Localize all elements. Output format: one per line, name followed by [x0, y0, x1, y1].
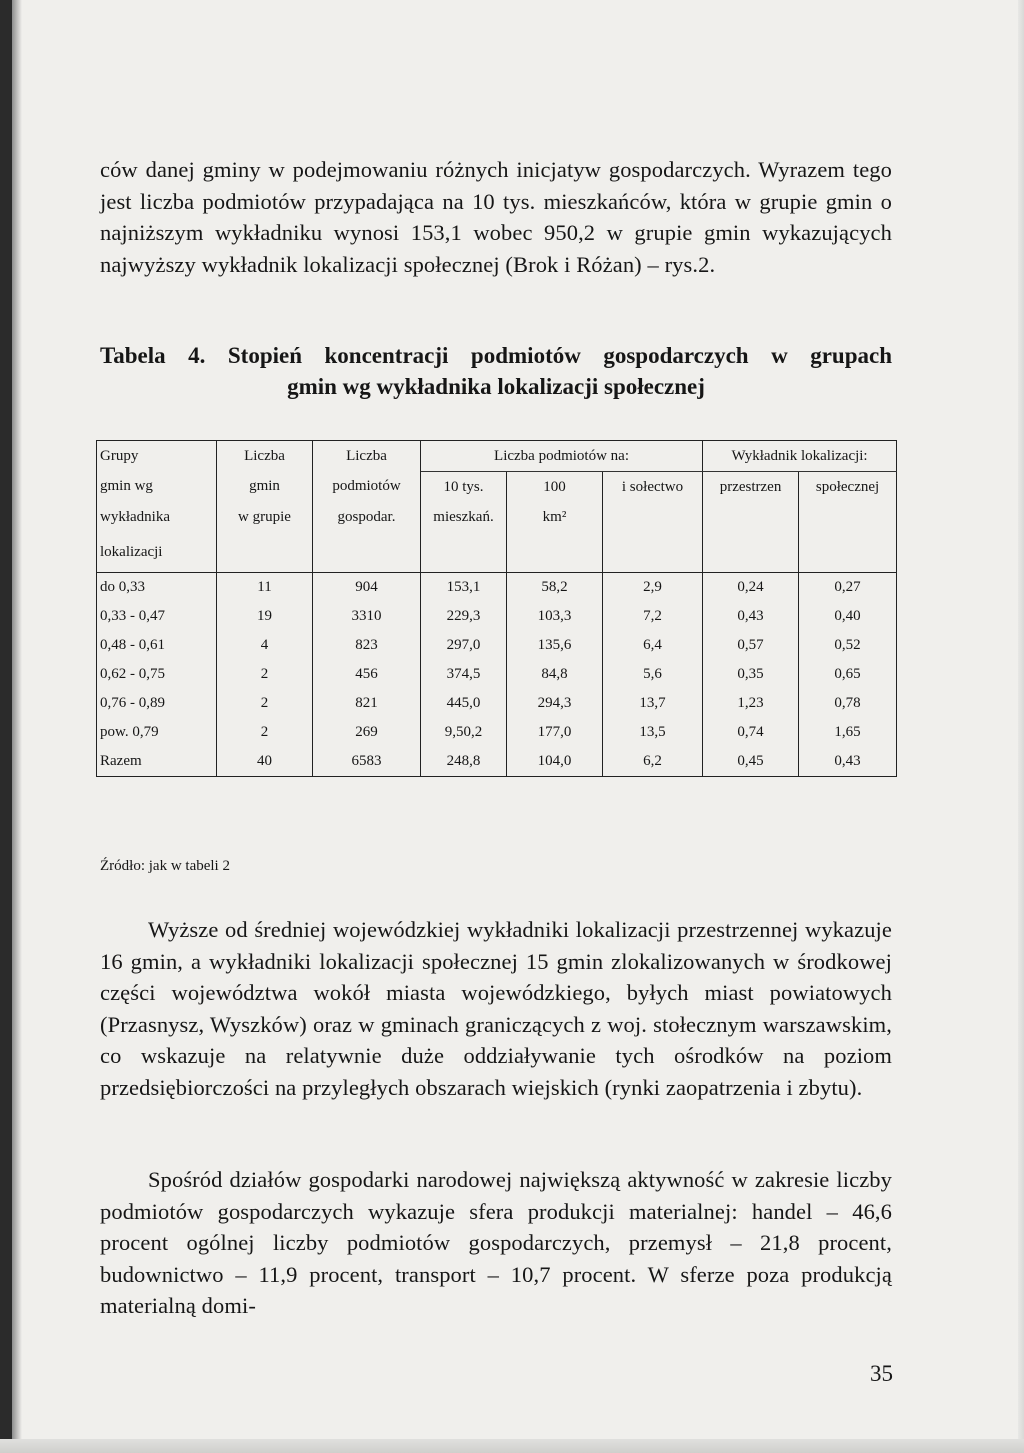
table-cell: 2	[217, 689, 313, 718]
row-label-cell: pow. 0,79	[97, 718, 217, 747]
paragraph-sectors: Spośród działów gospodarki narodowej największą aktywność w zakresie liczby podmiotów gospodarczych wykazuje sfera produkcji materialnej: handel – 46,6 procent ogólnej liczby podmiotów gospodarczych, przemysł – 21,8 procent, budownictwo – 11,9 procent, transport – 10,7 procent. W sferze poza produkcją materialną domi-	[100, 1167, 892, 1319]
table-cell: 456	[313, 660, 421, 689]
table-body	[97, 573, 897, 777]
table-cell: 0,43	[799, 747, 897, 777]
table-cell: 0,52	[799, 631, 897, 660]
table-cell: 0,35	[703, 660, 799, 689]
header-cell: Liczba	[217, 441, 313, 472]
header-cell	[507, 532, 603, 573]
data-table	[96, 440, 897, 777]
table-header-row-2	[97, 472, 897, 503]
table-title-line-1: Tabela 4. Stopień koncentracji podmiotów gospodarczych w grupach	[100, 343, 892, 368]
table-cell: 0,74	[703, 718, 799, 747]
header-cell: podmiotów	[313, 472, 421, 503]
header-cell	[703, 502, 799, 532]
header-cell: w grupie	[217, 502, 313, 532]
header-group-index: Wykładnik lokalizacji:	[703, 441, 897, 472]
header-cell	[313, 532, 421, 573]
table-cell: 229,3	[421, 602, 507, 631]
table-cell: 13,5	[603, 718, 703, 747]
table-cell: 6,4	[603, 631, 703, 660]
table-cell: 0,65	[799, 660, 897, 689]
table-cell: 4	[217, 631, 313, 660]
header-cell	[703, 532, 799, 573]
header-cell: gmin	[217, 472, 313, 503]
table-cell: 1,65	[799, 718, 897, 747]
row-label-cell: 0,76 - 0,89	[97, 689, 217, 718]
table-cell: 104,0	[507, 747, 603, 777]
header-cell: Grupy	[97, 441, 217, 472]
row-label-cell: Razem	[97, 747, 217, 777]
table-cell: 0,45	[703, 747, 799, 777]
header-cell: wykładnika	[97, 502, 217, 532]
table-cell: 1,23	[703, 689, 799, 718]
table-row	[97, 689, 897, 718]
table-cell: 7,2	[603, 602, 703, 631]
header-cell: lokalizacji	[97, 532, 217, 573]
table-cell: 103,3	[507, 602, 603, 631]
page-number: 35	[870, 1361, 893, 1386]
header-cell	[421, 532, 507, 573]
table-cell: 177,0	[507, 718, 603, 747]
table-cell: 5,6	[603, 660, 703, 689]
table-cell: 6583	[313, 747, 421, 777]
table-title-line-2: gmin wg wykładnika lokalizacji społecznej	[287, 374, 705, 399]
table-cell: 0,40	[799, 602, 897, 631]
header-cell: 10 tys.	[421, 472, 507, 503]
header-cell: i sołectwo	[603, 472, 703, 503]
table-row	[97, 747, 897, 777]
header-cell	[217, 532, 313, 573]
table-cell: 135,6	[507, 631, 603, 660]
table-cell: 2	[217, 718, 313, 747]
table-cell: 3310	[313, 602, 421, 631]
table-cell: 40	[217, 747, 313, 777]
table-cell: 823	[313, 631, 421, 660]
table-cell: 0,27	[799, 573, 897, 603]
row-label-cell: do 0,33	[97, 573, 217, 603]
table-cell: 2,9	[603, 573, 703, 603]
table-cell: 84,8	[507, 660, 603, 689]
table-cell: 248,8	[421, 747, 507, 777]
table-cell: 269	[313, 718, 421, 747]
table-cell: 19	[217, 602, 313, 631]
table-cell: 821	[313, 689, 421, 718]
table-cell: 58,2	[507, 573, 603, 603]
header-cell: społecznej	[799, 472, 897, 503]
table-row	[97, 602, 897, 631]
row-label-cell: 0,48 - 0,61	[97, 631, 217, 660]
header-cell: 100	[507, 472, 603, 503]
paragraph-regional: Wyższe od średniej wojewódzkiej wykładniki lokalizacji przestrzennej wykazuje 16 gmin, a wykładniki lokalizacji społecznej 15 gmin zlokalizowanych w środkowej części województwa wokół miasta wojewódzkiego, byłych miast powiatowych (Przasnysz, Wyszków) oraz w gminach graniczących z woj. stołecznym warszawskim, co wskazuje na relatywnie duże oddziaływanie tych ośrodków na poziom przedsiębiorczości na przyległych obszarach wiejskich (rynki zaopatrzenia i zbytu).	[100, 917, 892, 1100]
header-cell	[799, 532, 897, 573]
header-cell: przestrzen	[703, 472, 799, 503]
header-cell: Liczba	[313, 441, 421, 472]
table-cell: 0,43	[703, 602, 799, 631]
header-cell	[799, 502, 897, 532]
table-cell: 11	[217, 573, 313, 603]
table-cell: 9,50,2	[421, 718, 507, 747]
source-note: Źródło: jak w tabeli 2	[100, 858, 230, 874]
table-cell: 13,7	[603, 689, 703, 718]
row-label-cell: 0,33 - 0,47	[97, 602, 217, 631]
header-cell: mieszkań.	[421, 502, 507, 532]
header-group-subjects: Liczba podmiotów na:	[421, 441, 703, 472]
page-right-edge	[1018, 0, 1024, 1453]
page-bottom-edge	[0, 1439, 1024, 1453]
table-cell: 2	[217, 660, 313, 689]
table-cell: 0,24	[703, 573, 799, 603]
book-spine-shadow	[0, 0, 12, 1453]
table-row	[97, 718, 897, 747]
header-cell: km²	[507, 502, 603, 532]
header-cell: gospodar.	[313, 502, 421, 532]
table-cell: 374,5	[421, 660, 507, 689]
header-cell	[603, 502, 703, 532]
table-cell: 294,3	[507, 689, 603, 718]
table-cell: 445,0	[421, 689, 507, 718]
header-cell: gmin wg	[97, 472, 217, 503]
table-cell: 297,0	[421, 631, 507, 660]
table-title	[100, 340, 892, 402]
table-row	[97, 660, 897, 689]
table-cell: 904	[313, 573, 421, 603]
row-label-cell: 0,62 - 0,75	[97, 660, 217, 689]
paragraph-intro: ców danej gminy w podejmowaniu różnych inicjatyw gospodarczych. Wyrazem tego jest liczba podmiotów przypadająca na 10 tys. mieszkańców, która w grupie gmin o najniższym wykładniku wynosi 153,1 wobec 950,2 w grupie gmin wykazujących najwyższy wykładnik lokalizacji społecznej (Brok i Różan) – rys.2.	[100, 157, 892, 277]
table-header-row-1	[97, 441, 897, 472]
table-header-row-3	[97, 502, 897, 532]
table-row	[97, 631, 897, 660]
header-cell	[603, 532, 703, 573]
table-cell: 6,2	[603, 747, 703, 777]
table-header-row-4	[97, 532, 897, 573]
table-cell: 0,57	[703, 631, 799, 660]
spine-gradient	[12, 0, 22, 1453]
table-row	[97, 573, 897, 603]
table-cell: 0,78	[799, 689, 897, 718]
table-cell: 153,1	[421, 573, 507, 603]
